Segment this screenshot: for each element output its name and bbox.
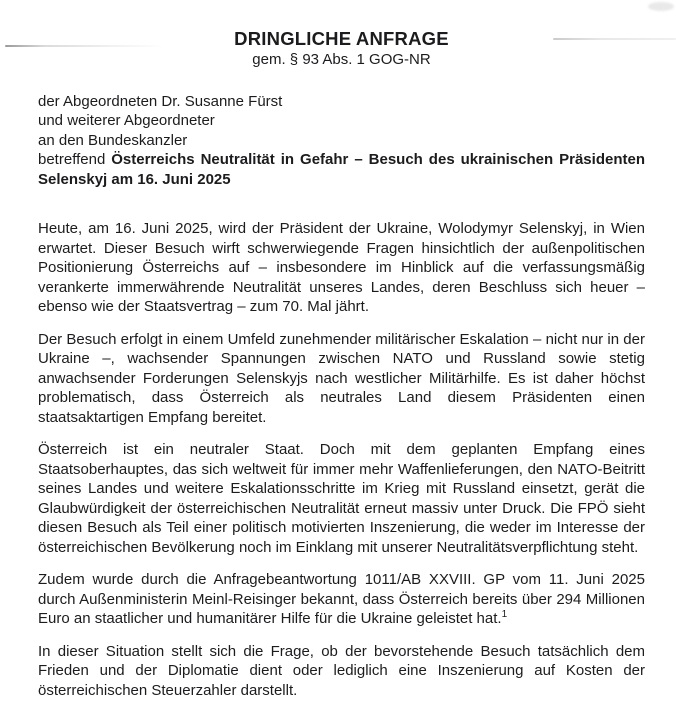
document-title: DRINGLICHE ANFRAGE: [234, 28, 449, 49]
addressee-block: [38, 92, 645, 190]
subject-line: [38, 150, 645, 189]
paragraph-visit-announcement: Heute, am 16. Juni 2025, wird der Präsident der Ukraine, Wolodymyr Selenskyj, in Wien erwartet. Dieser Besuch wirft schwerwiegende Fragen hinsichtlich der außenpolitischen Positionierung Österreichs auf – insbesondere im Hinblick auf die verfassungsmäßig verankerte immerwährende Neutralität unseres Landes, deren Beschluss sich heuer – ebenso wie der Staatsvertrag – zum 70. Mal jährt.: [38, 220, 645, 315]
subject-text: Österreichs Neutralität in Gefahr – Besuch des ukrainischen Präsidenten Selenskyj am 16. Juni 2025: [38, 151, 645, 188]
paragraph-closing-question: In dieser Situation stellt sich die Frage, ob der bevorstehende Besuch tatsächlich dem Frieden und der Diplomatie dient oder lediglich eine Inszenierung auf Kosten der österreichischen Steuerzahler darstellt.: [38, 642, 645, 699]
addressee-line-further-deputies: und weiterer Abgeordneter: [38, 112, 215, 129]
scan-artifact-line-right: [553, 38, 676, 40]
document-body: [38, 219, 645, 700]
paragraph-escalation-context: Der Besuch erfolgt in einem Umfeld zunehmender militärischer Eskalation – nicht nur in der Ukraine –, wachsender Spannungen zwischen NATO und Russland sowie stetig anwachsender Forderungen Selenskyjs nach westlicher Militärhilfe. Es ist daher höchst problematisch, dass Österreich als neutrales Land diesem Präsidenten einen staatsaktartigen Empfang bereitet.: [38, 330, 645, 426]
paragraph-neutrality-concern: Österreich ist ein neutraler Staat. Doch mit dem geplanten Empfang eines Staatsoberhauptes, das sich weltweit für immer mehr Waffenlieferungen, den NATO-Beitritt seines Landes und weitere Eskalationsschritte im Krieg mit Russland einsetzt, gerät die Glaubwürdigkeit der österreichischen Neutralität erneut massiv unter Druck. Die FPÖ sieht diesen Besuch als Teil einer politisch motivierten Inszenierung, die weder im Interesse der österreichischen Bevölkerung noch im Einklang mit unserer Neutralitätsverpflichtung steht.: [38, 441, 645, 556]
document-subtitle: gem. § 93 Abs. 1 GOG-NR: [252, 51, 431, 68]
footnote-reference: 1: [501, 609, 508, 620]
subject-prefix: betreffend: [38, 151, 106, 168]
scan-artifact-line-left: [5, 45, 165, 47]
scan-artifact-smudge: [648, 2, 674, 11]
addressee-line-chancellor: an den Bundeskanzler: [38, 131, 188, 149]
addressee-line-deputy: der Abgeordneten Dr. Susanne Fürst: [38, 92, 283, 110]
paragraph-aid-figures: [38, 570, 645, 629]
paragraph-aid-figures-text: Zudem wurde durch die Anfragebeantwortung 1011/AB XXVIII. GP vom 11. Juni 2025 durch Außenministerin Meinl-Reisinger bekannt, dass Österreich bereits über 294 Millionen Euro an staatlicher und humanitärer Hilfe für die Ukraine geleistet hat.: [38, 571, 645, 627]
